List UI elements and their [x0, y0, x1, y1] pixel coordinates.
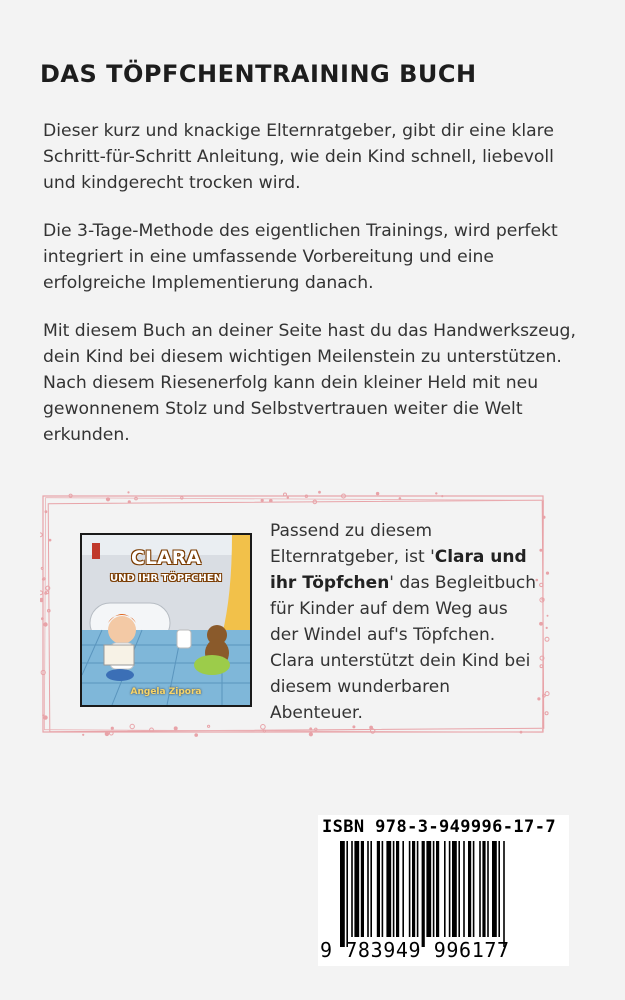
frame-dot [540, 665, 543, 668]
frame-dot [127, 491, 129, 493]
isbn-barcode [318, 815, 569, 966]
frame-dot [181, 497, 183, 499]
promo-book-name: Clara und ihr Töpfchen [270, 547, 527, 593]
barcode-bar [351, 841, 353, 937]
barcode-bar [503, 841, 505, 947]
barcode-bar [444, 841, 446, 937]
frame-dot [43, 715, 47, 719]
description-paragraph-2: Die 3-Tage-Methode des eigentlichen Trainings, wird perfekt integriert in eine umfassende Vorbereitung und eine erfolgreiche Implementierung danach. [43, 221, 558, 293]
frame-dot [194, 733, 198, 737]
barcode-bar [402, 841, 404, 937]
frame-dot [545, 692, 549, 696]
frame-dot [545, 637, 549, 641]
frame-dot [309, 727, 312, 730]
isbn-label: ISBN 978-3-949996-17-7 [322, 817, 556, 837]
frame-dot [40, 591, 43, 595]
frame-dot [284, 493, 287, 496]
barcode-bar [396, 841, 399, 937]
frame-dot [315, 728, 317, 730]
barcode-bar [367, 841, 369, 937]
companion-book-description [270, 518, 540, 726]
barcode-bar [354, 841, 359, 937]
frame-dot [318, 491, 321, 494]
frame-dot [42, 578, 45, 581]
barcode-bar [492, 841, 497, 937]
barcode-bar [482, 841, 485, 937]
cover-subtitle: UND IHR TÖPFCHEN [110, 573, 222, 584]
promo-text-post: ' das Begleitbuch für Kinder auf dem Weg aus der Windel auf's Töpfchen. Clara unterstützt dein Kind bei diesem wunderbaren Abenteuer. [270, 573, 537, 723]
barcode-bar [382, 841, 384, 937]
barcode-bar [361, 841, 364, 937]
promo-text-pre: Passend zu diesem Elternratgeber, ist ' [270, 521, 435, 567]
frame-dot [45, 510, 48, 513]
frame-dot [441, 495, 443, 497]
barcode-bar [458, 841, 460, 937]
frame-dot [82, 734, 84, 736]
frame-dot [41, 617, 44, 620]
description-paragraph-3: Mit diesem Buch an deiner Seite hast du das Handwerkszeug, dein Kind bei diesem wichtigen Meilenstein zu unterstützen. Nach diesem Riesenerfolg kann dein kleiner Held mit neu gewonnenem Stolz und Selbstvertrauen weiter die Welt erkunden. [43, 321, 576, 445]
frame-dot [269, 499, 273, 503]
barcode-bar [409, 841, 411, 937]
frame-dot [309, 732, 313, 736]
description-paragraph-1: Dieser kurz und knackige Elternratgeber, gibt dir eine klare Schritt-für-Schritt Anleitung, wie dein Kind schnell, liebevoll und kindgerecht trocken wird. [43, 121, 554, 193]
barcode-bar [370, 841, 372, 937]
frame-dot [208, 725, 210, 727]
frame-dot [111, 727, 114, 730]
barcode-bar [473, 841, 475, 937]
barcode-bar [433, 841, 435, 937]
barcode-bar [452, 841, 457, 937]
frame-dot [399, 497, 402, 500]
barcode-bar [426, 841, 431, 937]
frame-dot [41, 567, 43, 569]
frame-dot [520, 731, 523, 734]
barcode-bar [393, 841, 395, 937]
frame-dot [546, 572, 549, 575]
frame-dot [135, 497, 138, 500]
barcode-bar [463, 841, 465, 937]
barcode-bar [386, 841, 391, 937]
frame-dot [545, 712, 548, 715]
companion-book-cover [80, 533, 252, 707]
frame-dot [174, 726, 178, 730]
barcode-bar [487, 841, 489, 937]
frame-dot [106, 497, 110, 501]
barcode-bar [468, 841, 471, 937]
barcode-bar [422, 841, 425, 947]
barcode-bar [449, 841, 451, 937]
frame-dot [546, 627, 548, 629]
frame-dot [40, 533, 42, 537]
frame-dot [43, 622, 47, 626]
cover-author: Angela Zipora [130, 687, 202, 697]
cover-title: CLARA [130, 547, 202, 569]
barcode-bar [417, 841, 419, 937]
barcode-bar [340, 841, 345, 947]
frame-dot [261, 499, 264, 502]
frame-dot [547, 615, 549, 617]
barcode-bar [377, 841, 380, 937]
barcode-bar [479, 841, 481, 937]
frame-dot [128, 500, 131, 503]
frame-dot [435, 492, 437, 494]
frame-dot [287, 496, 289, 498]
frame-dot [261, 725, 266, 730]
frame-dot [369, 726, 373, 730]
frame-dot [376, 492, 379, 495]
barcode-digits: 9 783949 996177 [320, 938, 510, 962]
barcode-bar [346, 841, 348, 947]
frame-dot [49, 539, 52, 542]
book-title: DAS TÖPFCHENTRAINING BUCH [40, 60, 477, 88]
frame-dot [542, 516, 545, 519]
frame-dot [105, 732, 109, 736]
frame-dot [42, 714, 44, 716]
barcode-bar [498, 841, 500, 937]
frame-dot [130, 724, 134, 728]
barcode-bar [412, 841, 415, 937]
barcode-bar [436, 841, 439, 937]
